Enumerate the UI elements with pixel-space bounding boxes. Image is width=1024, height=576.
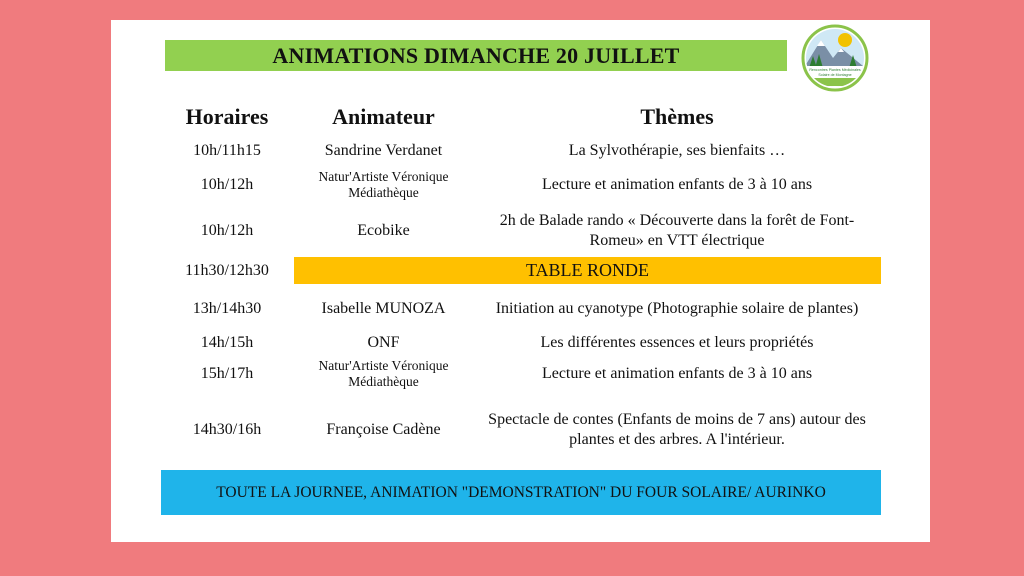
- all-day-banner: TOUTE LA JOURNEE, ANIMATION "DEMONSTRATION" DU FOUR SOLAIRE/ AURINKO: [161, 470, 881, 515]
- row-1-animateur: Sandrine Verdanet: [324, 142, 443, 159]
- row-3-animateur: Ecobike: [357, 222, 410, 239]
- row-4-horaire: 11h30/12h30: [185, 262, 269, 279]
- row-8-animateur: Françoise Cadène: [326, 421, 441, 438]
- row-3-theme: 2h de Balade rando « Découverte dans la forêt de Font-Romeu» en VTT électrique: [499, 212, 855, 249]
- row-2-theme: Lecture et animation enfants de 3 à 10 ans: [541, 176, 813, 193]
- row-5-horaire: 13h/14h30: [192, 300, 262, 317]
- logo-line-2: Solaire de Montagne: [818, 73, 852, 77]
- row-6-horaire: 14h/15h: [200, 334, 254, 351]
- row-8-theme: Spectacle de contes (Enfants de moins de 7 ans) autour des plantes et des arbres. A l'intérieur.: [488, 411, 866, 448]
- event-logo: [801, 24, 869, 92]
- header-animateur: Animateur: [332, 104, 435, 129]
- row-6-animateur: ONF: [367, 334, 400, 351]
- header-horaires: Horaires: [185, 104, 269, 129]
- page-title: ANIMATIONS DIMANCHE 20 JUILLET: [165, 40, 787, 71]
- header-themes: Thèmes: [640, 104, 714, 129]
- row-1-horaire: 10h/11h15: [193, 142, 261, 159]
- row-2-animateur: Natur'Artiste Véronique Médiathèque: [318, 169, 449, 200]
- row-7-animateur: Natur'Artiste Véronique Médiathèque: [318, 358, 449, 389]
- row-8-horaire: 14h30/16h: [192, 421, 262, 438]
- logo-line-1: Rencontres Plantes Médicinales: [809, 68, 861, 72]
- table-ronde-band: TABLE RONDE: [294, 257, 881, 284]
- row-7-horaire: 15h/17h: [200, 365, 254, 382]
- row-5-animateur: Isabelle MUNOZA: [321, 300, 446, 317]
- schedule-sheet: [111, 20, 930, 542]
- row-5-theme: Initiation au cyanotype (Photographie solaire de plantes): [495, 300, 859, 317]
- mountain-sun-logo-icon: [801, 24, 869, 92]
- row-2-horaire: 10h/12h: [200, 176, 254, 193]
- row-3-horaire: 10h/12h: [200, 222, 254, 239]
- row-1-theme: La Sylvothérapie, ses bienfaits …: [568, 142, 786, 159]
- row-6-theme: Les différentes essences et leurs propriétés: [540, 334, 814, 351]
- row-7-theme: Lecture et animation enfants de 3 à 10 ans: [541, 365, 813, 382]
